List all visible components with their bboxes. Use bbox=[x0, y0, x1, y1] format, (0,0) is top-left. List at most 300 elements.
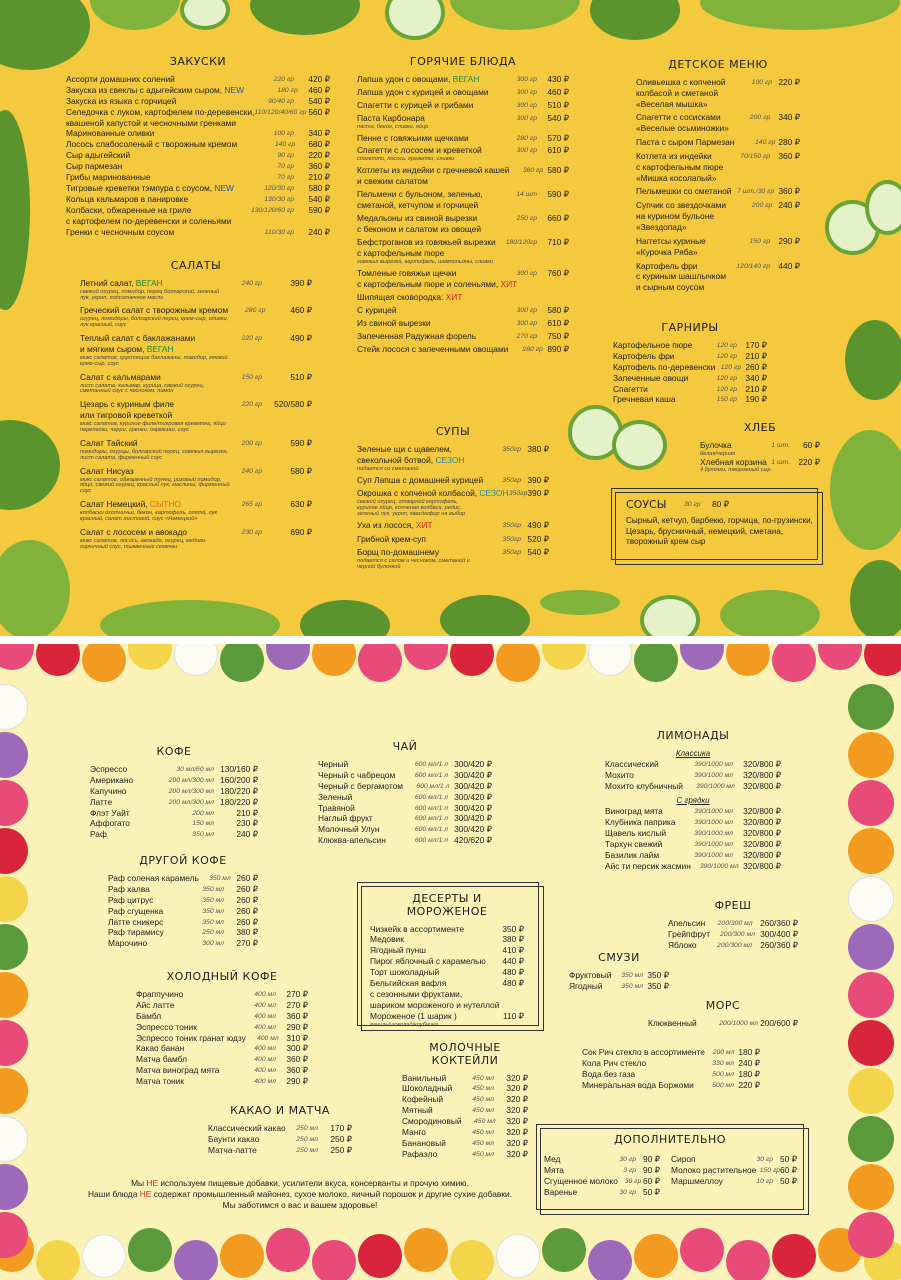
item-row bbox=[648, 1019, 798, 1029]
supy-section bbox=[357, 422, 549, 574]
item-name: Медовик bbox=[370, 934, 404, 945]
menu-item bbox=[66, 75, 330, 85]
item-description: свежий огурец, помидор, перец болгарский, зеленый лук, укроп, подсолнечное масло bbox=[80, 288, 220, 301]
item-weight: 360 гр bbox=[522, 167, 544, 175]
flower-illustration bbox=[680, 1228, 724, 1272]
cucumber-illustration bbox=[845, 320, 901, 400]
footer-text: содержат промышленный майонез, сухое молоко, яичный порошок и другие сухие добавки. bbox=[151, 1188, 513, 1199]
menu-item bbox=[357, 101, 569, 111]
item-weight: 14 шт bbox=[516, 191, 537, 199]
item-name: Пельмешки со сметаной bbox=[636, 186, 732, 197]
item-price: 380 ₽ bbox=[236, 927, 258, 938]
item-name: Эспрессо тоник bbox=[136, 1021, 197, 1032]
item-description: лист салата, кальмар, курица, свежий огурец, сметанный соус с чесноком, лимон bbox=[80, 382, 205, 395]
menu-item bbox=[402, 1074, 528, 1084]
item-price: 260/360 ₽ bbox=[760, 917, 798, 928]
menu-item bbox=[357, 238, 569, 266]
item-name: Запеченные овощи bbox=[613, 372, 689, 383]
item-price: 320 ₽ bbox=[506, 1094, 528, 1105]
item-name: с картофельным пюре bbox=[357, 248, 445, 259]
item-price: 760 ₽ bbox=[547, 268, 569, 279]
item-name: Паста с сыром Пармезан bbox=[636, 137, 735, 148]
item-price: 300/420 ₽ bbox=[454, 813, 492, 824]
item-weight: 1 шт. bbox=[771, 458, 790, 466]
item-price: 660 ₽ bbox=[547, 213, 569, 224]
item-price: 520 ₽ bbox=[527, 533, 549, 544]
item-name: Закуска из языка с горчицей bbox=[66, 95, 177, 106]
menu-item bbox=[66, 195, 330, 205]
item-price: 130/160 ₽ bbox=[220, 763, 258, 774]
menu-item bbox=[402, 1150, 528, 1160]
item-name: Бельгийская вафля bbox=[370, 978, 447, 989]
item-weight: 200 мл/300 мл bbox=[168, 787, 214, 795]
item-name: Салат Нисуаз bbox=[80, 465, 134, 476]
flower-illustration bbox=[82, 1234, 126, 1278]
item-row bbox=[370, 946, 524, 956]
menu-item bbox=[569, 982, 669, 992]
item-name: Яблоко bbox=[668, 939, 697, 950]
item-price: 430 ₽ bbox=[547, 73, 569, 84]
item-row bbox=[66, 206, 330, 216]
menu-item bbox=[544, 1177, 660, 1187]
food-menu-page bbox=[0, 0, 901, 636]
item-price: 320 ₽ bbox=[506, 1116, 528, 1127]
item-row bbox=[636, 113, 800, 123]
item-row bbox=[605, 807, 781, 817]
flower-illustration bbox=[266, 644, 310, 670]
item-name: Колбаски, обжаренные на гриле bbox=[66, 205, 192, 215]
item-tag: ВЕГАН bbox=[146, 344, 174, 354]
item-weight: 350 мл bbox=[202, 885, 224, 893]
item-price: 350 ₽ bbox=[647, 980, 669, 991]
flower-illustration bbox=[220, 1234, 264, 1278]
menu-item bbox=[636, 201, 800, 233]
item-row bbox=[370, 1012, 524, 1022]
menu-item bbox=[613, 363, 767, 373]
item-weight: 350гр bbox=[502, 445, 521, 453]
item-price: 250 ₽ bbox=[330, 1144, 352, 1155]
leaf-illustration bbox=[90, 0, 180, 30]
item-name: или тигровой креветкой bbox=[80, 410, 173, 421]
item-row bbox=[208, 1146, 352, 1156]
item-weight: 130/120/60 гр bbox=[250, 207, 294, 214]
item-weight: 500 мл bbox=[712, 1081, 734, 1089]
item-weight: 390/1000 мл bbox=[694, 829, 733, 837]
item-name: Шоколадный bbox=[402, 1083, 453, 1094]
detskoe-list bbox=[636, 78, 800, 293]
item-name: Спагетти с сосисками bbox=[636, 112, 721, 123]
menu-item bbox=[605, 818, 781, 828]
item-row bbox=[80, 500, 312, 510]
item-row bbox=[357, 75, 569, 85]
item-row bbox=[66, 108, 330, 118]
menu-item bbox=[671, 1166, 797, 1176]
flower-illustration bbox=[312, 644, 356, 676]
fresh-list bbox=[668, 919, 798, 951]
flower-illustration bbox=[450, 1240, 494, 1280]
item-row bbox=[108, 907, 258, 917]
menu-item bbox=[66, 140, 330, 150]
item-price: 180/220 ₽ bbox=[220, 785, 258, 796]
garniry-section bbox=[613, 318, 767, 406]
menu-item bbox=[80, 373, 312, 396]
item-weight: 30 гр bbox=[756, 1156, 773, 1163]
item-row bbox=[357, 306, 569, 316]
item-weight: 400 мл bbox=[256, 1034, 279, 1042]
item-name: Клюквенный bbox=[648, 1017, 697, 1028]
item-price: 270 ₽ bbox=[236, 938, 258, 949]
menu-item bbox=[66, 173, 330, 183]
item-name: и мягким сыром, ВЕГАН bbox=[80, 344, 174, 354]
item-price: 460 ₽ bbox=[290, 305, 312, 316]
item-tag: ХИТ bbox=[445, 291, 463, 302]
menu-item bbox=[66, 228, 330, 238]
item-row bbox=[402, 1117, 528, 1127]
item-name: Американо bbox=[90, 774, 134, 785]
item-row bbox=[108, 885, 258, 895]
item-row bbox=[136, 1044, 308, 1054]
menu-item bbox=[80, 400, 312, 434]
section-title: ДЕТСКОЕ МЕНЮ bbox=[668, 58, 768, 71]
flower-illustration bbox=[0, 732, 28, 778]
item-weight: 100 гр bbox=[751, 78, 773, 86]
item-row bbox=[613, 374, 767, 384]
item-row bbox=[636, 262, 800, 272]
item-name: Айс латте bbox=[136, 999, 175, 1010]
item-name: Суп Лапша с домашней курицей bbox=[357, 474, 484, 485]
item-tag: СЕЗОН bbox=[435, 454, 465, 465]
menu-item bbox=[582, 1070, 760, 1080]
item-price: 420/620 ₽ bbox=[454, 835, 492, 846]
item-name: Спагетти bbox=[613, 383, 648, 394]
kakao-section bbox=[208, 1101, 352, 1157]
item-row bbox=[605, 771, 781, 781]
item-weight: 450 мл bbox=[472, 1129, 494, 1137]
menu-item bbox=[108, 907, 258, 917]
item-row bbox=[402, 1150, 528, 1160]
item-row bbox=[636, 78, 800, 88]
item-row bbox=[636, 163, 800, 173]
item-name: Салат Немецкий, СЫТНО bbox=[80, 499, 182, 510]
item-name: С курицей bbox=[357, 304, 397, 315]
mors-list bbox=[648, 1019, 798, 1029]
item-name: Супчик со звездочками bbox=[636, 200, 727, 211]
flower-illustration bbox=[848, 1164, 894, 1210]
item-row bbox=[357, 134, 569, 144]
menu-item bbox=[66, 86, 330, 96]
item-name: Эспрессо тоник гранат юдзу bbox=[136, 1032, 246, 1043]
item-price: 490 ₽ bbox=[527, 520, 549, 531]
item-weight: 600 мл/1 л bbox=[414, 771, 448, 779]
item-name: Аффогато bbox=[90, 818, 130, 829]
item-weight: 90/40 гр bbox=[267, 97, 294, 105]
herb-illustration bbox=[0, 540, 70, 636]
item-weight: 70/150 гр bbox=[740, 152, 770, 160]
item-price: 390 ₽ bbox=[527, 488, 549, 499]
menu-item bbox=[357, 535, 549, 545]
item-row bbox=[636, 237, 800, 247]
flower-illustration bbox=[0, 924, 28, 970]
item-row bbox=[357, 201, 569, 211]
flower-illustration bbox=[404, 1228, 448, 1272]
item-name: Сок Рич стекло в ассортименте bbox=[582, 1047, 705, 1057]
item-price: 520/580 ₽ bbox=[274, 399, 312, 410]
item-name: Стейк лосося с запеченными овощами bbox=[357, 343, 509, 354]
menu-item bbox=[357, 134, 569, 144]
item-name: Грибы маринованные bbox=[66, 172, 151, 183]
item-description: белая/черная bbox=[700, 450, 736, 457]
item-name: Сгущенное молоко bbox=[544, 1175, 618, 1186]
footer-line-3: Мы заботимся о вас и вашем здоровье! bbox=[222, 1199, 378, 1210]
menu-item bbox=[108, 885, 258, 895]
item-weight: 390/1000 мл bbox=[694, 807, 733, 815]
item-name: Томленые говяжьи щечки bbox=[357, 268, 457, 279]
item-row bbox=[370, 979, 524, 989]
menu-item bbox=[136, 1044, 308, 1054]
flower-illustration bbox=[0, 1116, 28, 1162]
item-name: «Курочка Ряба» bbox=[636, 246, 698, 257]
section-title: СУПЫ bbox=[435, 425, 471, 438]
item-weight: 240 гр bbox=[241, 279, 262, 287]
item-weight: 110/120/40/60 гр bbox=[254, 108, 307, 116]
item-weight: 70 гр bbox=[277, 163, 294, 171]
menu-item bbox=[605, 771, 781, 781]
item-weight: 140 гр bbox=[274, 141, 296, 149]
menu-item bbox=[357, 521, 549, 531]
item-row bbox=[357, 332, 569, 342]
item-name: Марочино bbox=[108, 938, 148, 949]
item-row bbox=[66, 86, 330, 96]
menu-item bbox=[208, 1146, 352, 1156]
item-price: 50 ₽ bbox=[780, 1175, 797, 1186]
item-name: Клубника паприка bbox=[605, 816, 676, 827]
subsection-title: Классика bbox=[675, 748, 711, 758]
menu-item bbox=[370, 946, 524, 956]
item-name: Матча тоник bbox=[136, 1076, 185, 1087]
cucumber-illustration bbox=[640, 595, 700, 636]
item-row bbox=[357, 101, 569, 111]
item-weight: 350 мл bbox=[202, 896, 224, 904]
item-weight: 600 мл/1 л bbox=[416, 782, 450, 790]
item-row bbox=[569, 971, 669, 981]
item-row bbox=[318, 760, 492, 770]
item-price: 180 ₽ bbox=[738, 1068, 760, 1079]
item-price: 260 ₽ bbox=[745, 361, 767, 372]
item-name: Спагетти с курицей и грибами bbox=[357, 99, 474, 110]
item-tag: ХИТ bbox=[415, 520, 433, 531]
item-price: 60 ₽ bbox=[780, 1164, 797, 1175]
item-price: 390 ₽ bbox=[527, 474, 549, 485]
item-weight: 390/1000 мл bbox=[694, 818, 733, 826]
flower-illustration bbox=[848, 1020, 894, 1066]
item-row bbox=[613, 341, 767, 351]
item-price: 590 ₽ bbox=[308, 205, 330, 215]
section-title: ЗАКУСКИ bbox=[169, 55, 227, 68]
menu-item bbox=[370, 957, 524, 967]
item-weight: 70 гр bbox=[277, 174, 294, 182]
item-name: Кольца кальмаров в панировке bbox=[66, 194, 189, 205]
cucumber-illustration bbox=[385, 0, 445, 40]
item-row bbox=[668, 930, 798, 940]
menu-item bbox=[357, 75, 569, 85]
menu-item bbox=[66, 97, 330, 107]
item-weight: 400 мл bbox=[254, 1067, 276, 1075]
menu-item bbox=[544, 1166, 660, 1176]
item-name: Маршмеллоу bbox=[671, 1175, 723, 1186]
menu-item bbox=[668, 941, 798, 951]
item-name: сметаной, кетчупом и горчицей bbox=[357, 200, 479, 211]
item-description: ваниль/шоколад/клубника bbox=[370, 1021, 438, 1028]
item-name: Грибной крем-суп bbox=[357, 533, 426, 544]
sousy-price: 80 ₽ bbox=[712, 499, 729, 509]
item-name: Матча бамбл bbox=[136, 1054, 187, 1065]
menu-item bbox=[136, 1066, 308, 1076]
menu-item bbox=[90, 787, 258, 797]
item-name: Лапша удон с курицей и овощами bbox=[357, 86, 489, 97]
item-price: 310 ₽ bbox=[286, 1032, 308, 1043]
item-name: Варенье bbox=[544, 1186, 578, 1197]
menu-item bbox=[582, 1048, 760, 1058]
item-name: Закуска из свеклы с адыгейским сыром, NEW bbox=[66, 84, 245, 95]
item-price: 170 ₽ bbox=[745, 339, 767, 350]
item-row bbox=[402, 1095, 528, 1105]
item-weight: 7 шт./30 гр bbox=[737, 188, 775, 196]
flower-illustration bbox=[174, 644, 218, 676]
item-row bbox=[402, 1139, 528, 1149]
item-tag: NEW bbox=[224, 84, 245, 95]
item-price: 300/400 ₽ bbox=[760, 928, 798, 939]
item-row bbox=[90, 819, 258, 829]
item-row bbox=[357, 489, 549, 499]
item-weight: 450 мл bbox=[472, 1140, 494, 1148]
item-name: Апельсин bbox=[668, 917, 706, 928]
item-row bbox=[357, 114, 569, 124]
item-price: 320 ₽ bbox=[506, 1072, 528, 1083]
item-name: Фруктовый bbox=[569, 969, 612, 980]
item-name: Кофейный bbox=[402, 1094, 444, 1105]
item-weight: 3 гр bbox=[623, 1166, 636, 1174]
item-row bbox=[636, 100, 800, 110]
kofe-list bbox=[90, 765, 258, 840]
item-row bbox=[544, 1177, 660, 1187]
menu-item bbox=[544, 1155, 660, 1165]
menu-item bbox=[402, 1084, 528, 1094]
flower-illustration bbox=[0, 1020, 28, 1066]
item-description: огурец, помидоры, болгарский перец, крем-сыр, оливки, лук красный, соус bbox=[80, 316, 229, 329]
menu-item bbox=[90, 765, 258, 775]
menu-item bbox=[402, 1117, 528, 1127]
item-description: свежий огурец, отварной картофель, куриное яйцо, копченая колбаса, редис, зеленый лук, укроп, квас/кефир на выбор bbox=[357, 499, 466, 517]
limonady-classic-list bbox=[605, 760, 781, 792]
item-weight: 120 гр bbox=[716, 341, 737, 349]
dop-left-list bbox=[544, 1155, 660, 1199]
item-price: 300/420 ₽ bbox=[454, 802, 492, 813]
item-price: 90 ₽ bbox=[643, 1154, 660, 1164]
menu-item bbox=[136, 1012, 308, 1022]
flower-illustration bbox=[174, 1240, 218, 1280]
item-row bbox=[636, 138, 800, 148]
item-price: 380 ₽ bbox=[502, 934, 524, 945]
item-weight: 390/1000 мл bbox=[696, 782, 735, 790]
item-row bbox=[80, 439, 312, 449]
item-name: Маринованные оливки bbox=[66, 128, 155, 139]
item-price: 340 ₽ bbox=[745, 372, 767, 383]
item-name: Ванильный bbox=[402, 1072, 447, 1083]
item-name: Латте сникерс bbox=[108, 916, 164, 927]
flower-illustration bbox=[496, 644, 540, 682]
menu-item bbox=[136, 1001, 308, 1011]
item-name: Травяной bbox=[318, 802, 355, 813]
item-name: Фраппучино bbox=[136, 988, 184, 999]
menu-item bbox=[66, 162, 330, 172]
menu-item bbox=[671, 1177, 797, 1187]
item-price: 610 ₽ bbox=[547, 317, 569, 328]
item-row bbox=[700, 441, 820, 451]
menu-item bbox=[605, 851, 781, 861]
item-weight: 10 гр bbox=[756, 1177, 773, 1185]
item-price: 580 ₽ bbox=[547, 165, 569, 176]
item-name: с сезонными фруктами, bbox=[370, 989, 463, 1000]
item-row bbox=[544, 1166, 660, 1176]
item-price: 440 ₽ bbox=[502, 956, 524, 967]
item-weight: 200 гр bbox=[241, 439, 262, 447]
item-row bbox=[636, 152, 800, 162]
item-row bbox=[402, 1084, 528, 1094]
item-name: Летний салат, ВЕГАН bbox=[80, 277, 163, 288]
item-weight: 450 мл bbox=[472, 1085, 494, 1093]
item-name: с куриным шашлычком bbox=[636, 271, 726, 282]
item-row bbox=[108, 896, 258, 906]
menu-item bbox=[318, 825, 492, 835]
item-name: Тархун свежий bbox=[605, 838, 663, 849]
item-row bbox=[318, 804, 492, 814]
item-row bbox=[208, 1135, 352, 1145]
item-row bbox=[636, 124, 800, 134]
item-name: Манго bbox=[402, 1127, 426, 1138]
item-weight: 180 гр bbox=[277, 86, 298, 94]
item-row bbox=[136, 1077, 308, 1087]
flower-illustration bbox=[358, 644, 402, 682]
item-price: 260 ₽ bbox=[236, 894, 258, 905]
section-title: САЛАТЫ bbox=[170, 259, 222, 272]
item-name: Котлета из индейки bbox=[636, 150, 712, 161]
item-price: 480 ₽ bbox=[502, 967, 524, 978]
leaf-illustration bbox=[250, 0, 360, 35]
menu-item bbox=[208, 1124, 352, 1134]
item-price: 540 ₽ bbox=[308, 194, 330, 205]
item-weight: 230 гр bbox=[241, 528, 262, 536]
item-name: Сироп bbox=[671, 1154, 696, 1164]
item-weight: 390/1000 мл bbox=[694, 840, 733, 848]
item-weight: 200 мл bbox=[712, 1049, 735, 1056]
menu-item bbox=[318, 804, 492, 814]
item-price: 360 ₽ bbox=[286, 1065, 308, 1076]
item-weight: 300 гр bbox=[516, 75, 537, 83]
section-title: ЛИМОНАДЫ bbox=[656, 729, 730, 742]
menu-item bbox=[90, 809, 258, 819]
item-row bbox=[90, 787, 258, 797]
item-row bbox=[80, 306, 312, 316]
section-title: ГОРЯЧИЕ БЛЮДА bbox=[409, 55, 517, 68]
item-price: 320/800 ₽ bbox=[743, 816, 781, 827]
menu-item bbox=[605, 829, 781, 839]
dop-right-list bbox=[671, 1155, 797, 1188]
item-name: Запеченная Радужная форель bbox=[357, 330, 477, 341]
item-weight: 120/140 гр bbox=[736, 262, 770, 270]
item-tag: ХИТ bbox=[500, 278, 518, 289]
menu-item bbox=[318, 793, 492, 803]
item-row bbox=[136, 1055, 308, 1065]
